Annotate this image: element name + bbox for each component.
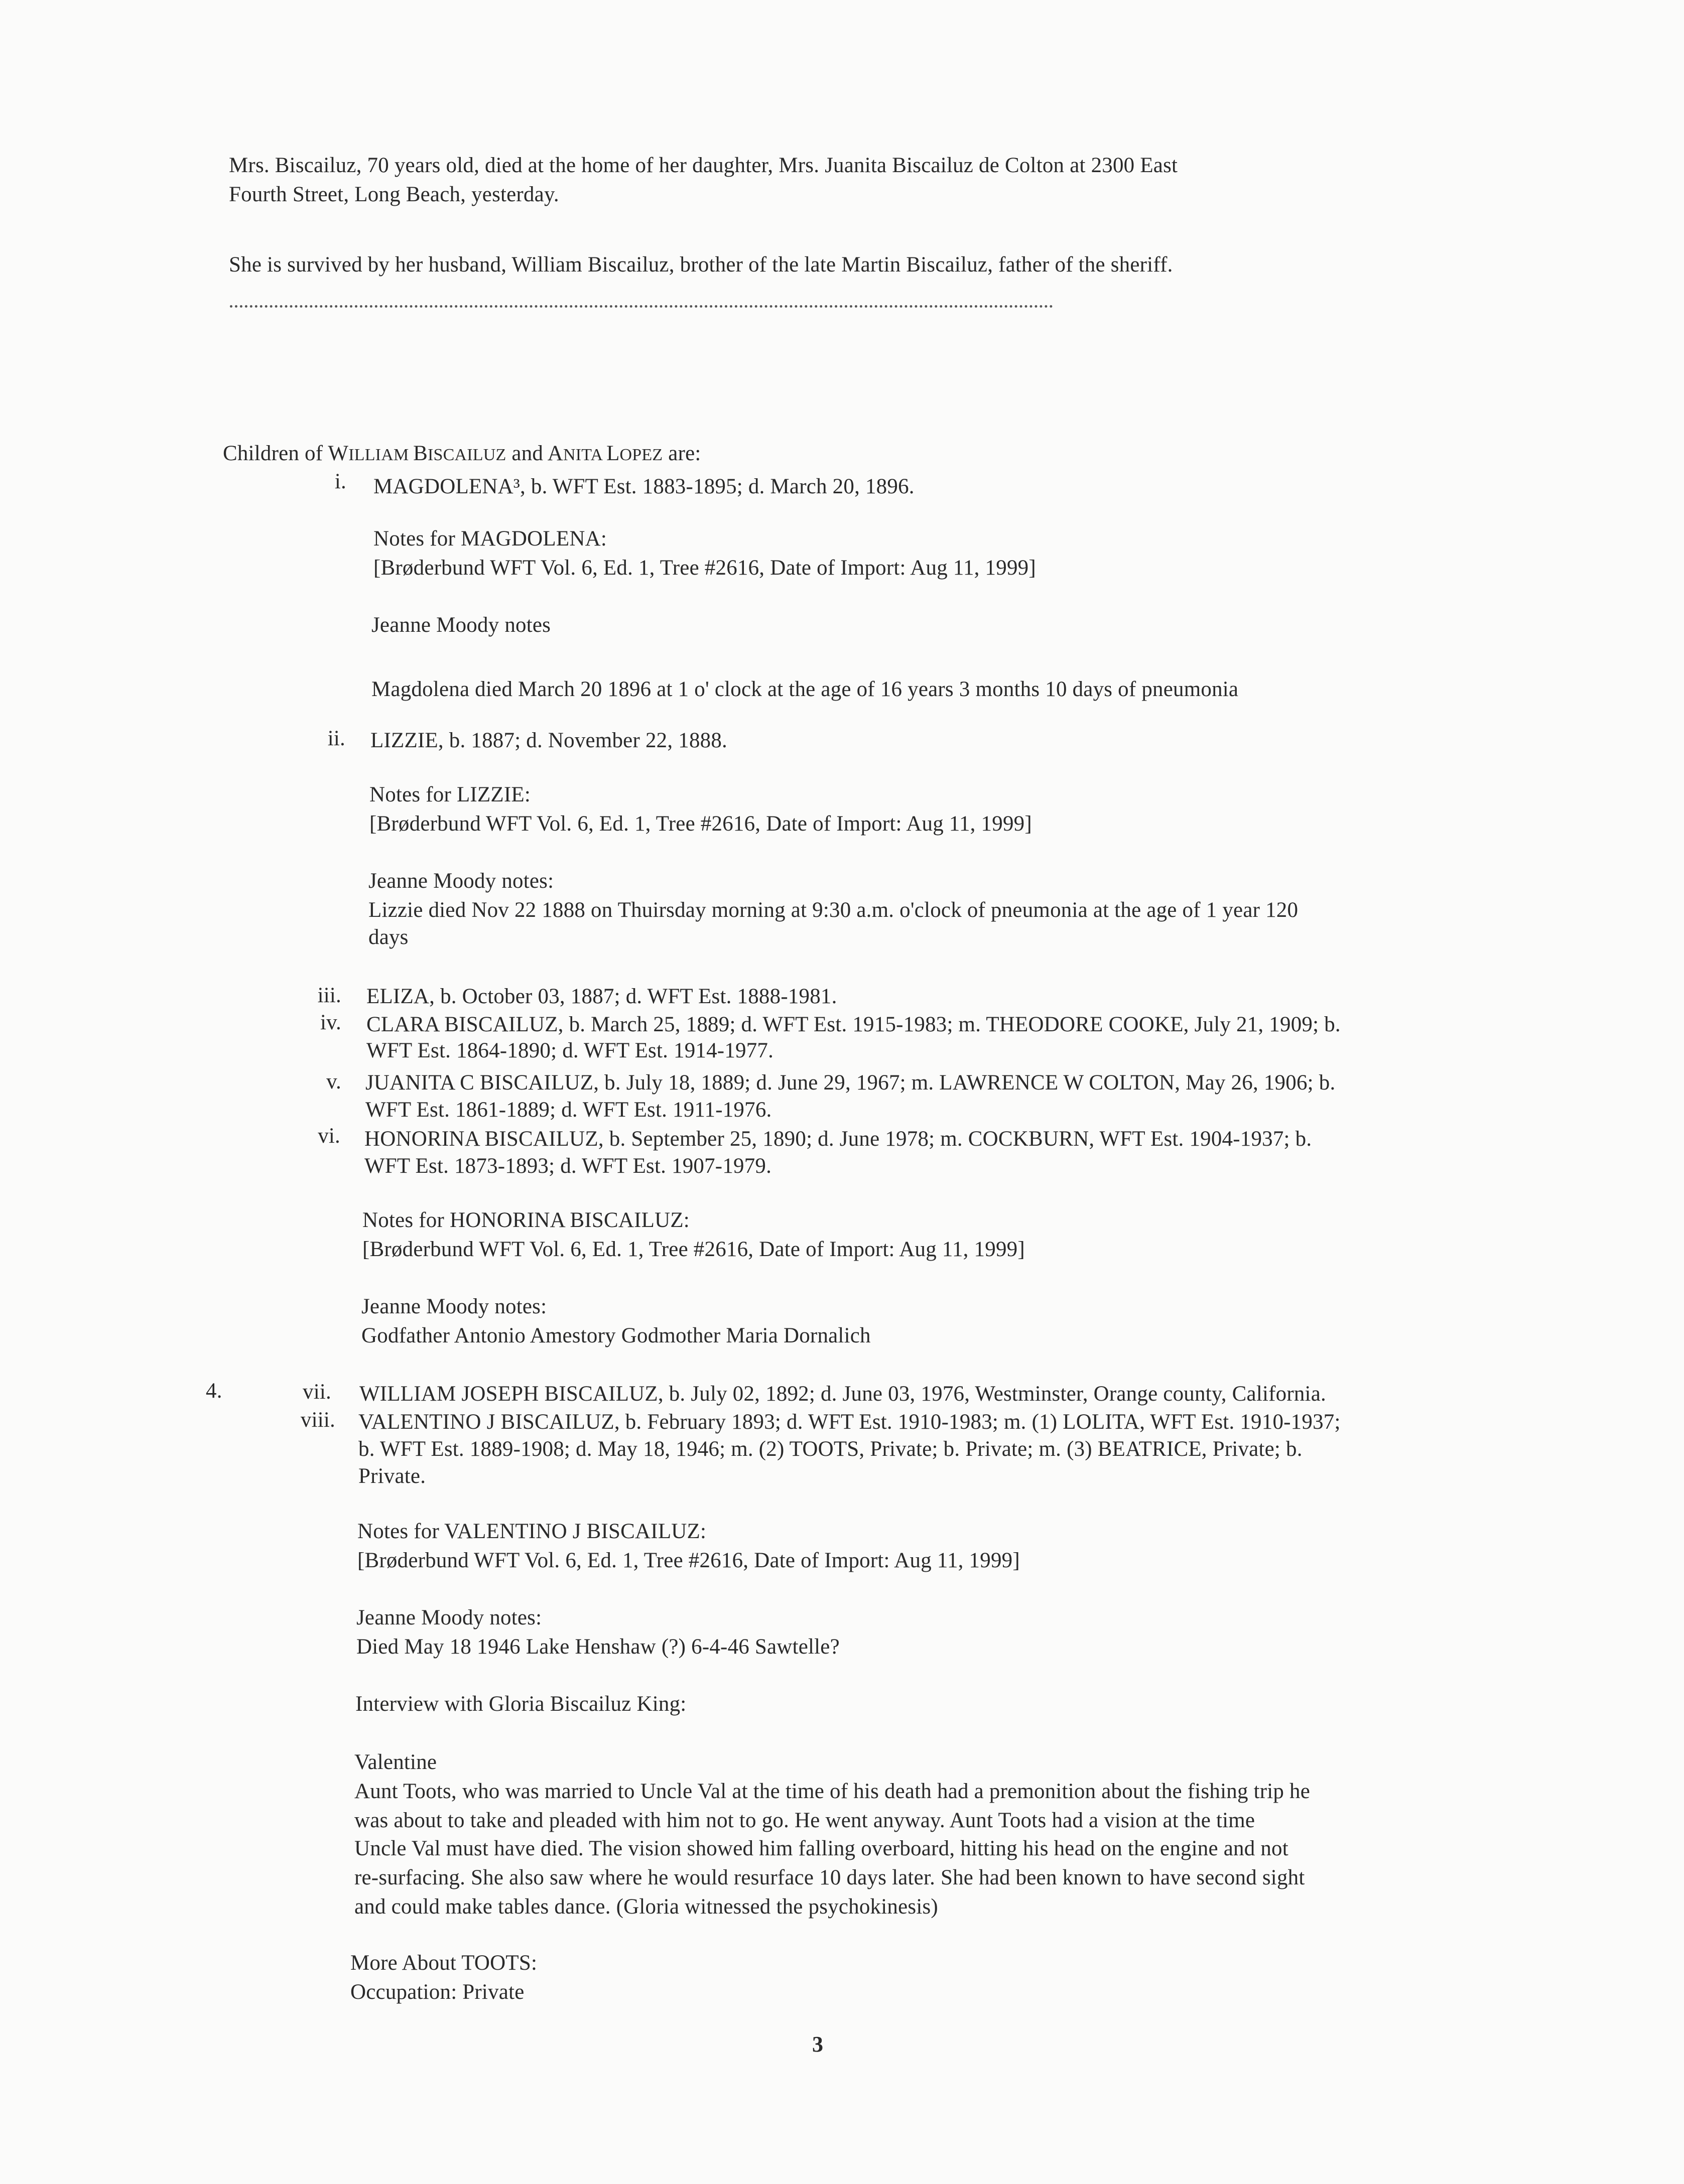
intro-line-1: Mrs. Biscailuz, 70 years old, died at the home of her daughter, Mrs. Juanita Biscailuz de Colton at 2300 East [229,154,1178,177]
intro-paragraph-2: She is survived by her husband, William Biscailuz, brother of the late Martin Biscailuz, father of the sheriff. [229,253,1173,277]
story-line-5: and could make tables dance. (Gloria witnessed the psychokinesis) [354,1895,938,1919]
moody-notes-lizzie: Jeanne Moody notes: [368,869,554,893]
moody-notes-magdolena: Jeanne Moody notes [371,613,551,637]
page-number: 3 [812,2032,823,2057]
moody-notes-valentino: Jeanne Moody notes: [356,1606,542,1629]
entry-valentino-3: Private. [358,1464,426,1488]
children-heading [223,440,701,469]
heading-prefix: Children of [223,442,328,465]
entry-numeral: v. [326,1070,341,1094]
heading-and: and [506,442,548,465]
heading-father-surname-rest: ISCAILUZ [427,446,506,464]
intro-line-2: Fourth Street, Long Beach, yesterday. [229,183,559,206]
heading-mother-initial: A [547,442,563,465]
notes-title-magdolena: Notes for MAGDOLENA: [373,527,607,551]
note-text-honorina: Godfather Antonio Amestory Godmother Maria Dornalich [361,1324,871,1347]
entry-juanita-2: WFT Est. 1861-1889; d. WFT Est. 1911-1976. [365,1098,772,1122]
entry-eliza: ELIZA, b. October 03, 1887; d. WFT Est. 1888-1981. [366,985,837,1008]
story-line-4: re-surfacing. She also saw where he would resurface 10 days later. She had been known to have second sight [354,1866,1305,1889]
heading-mother-surname-rest: OPEZ [619,446,663,464]
heading-suffix: are: [663,442,701,465]
generation-number: 4. [206,1379,222,1403]
entry-clara-2: WFT Est. 1864-1890; d. WFT Est. 1914-1977. [366,1039,774,1062]
heading-father-rest: ILLIAM [348,446,414,464]
entry-numeral: vi. [318,1124,340,1148]
notes-source-lizzie: [Brøderbund WFT Vol. 6, Ed. 1, Tree #2616, Date of Import: Aug 11, 1999] [369,812,1032,836]
entry-lizzie: LIZZIE, b. 1887; d. November 22, 1888. [370,729,727,752]
entry-magdolena: MAGDOLENA³, b. WFT Est. 1883-1895; d. March 20, 1896. [373,475,915,498]
notes-title-honorina: Notes for HONORINA BISCAILUZ: [362,1208,690,1232]
more-about-toots: More About TOOTS: [350,1951,538,1975]
entry-numeral: i. [334,470,346,493]
heading-father-surname-initial: B [413,442,428,465]
notes-title-lizzie: Notes for LIZZIE: [369,783,531,806]
notes-source-honorina: [Brøderbund WFT Vol. 6, Ed. 1, Tree #2616, Date of Import: Aug 11, 1999] [362,1238,1025,1261]
heading-father-initial: W [328,442,349,465]
valentine-heading: Valentine [354,1750,437,1774]
dotted-separator [230,302,1053,308]
story-line-3: Uncle Val must have died. The vision showed him falling overboard, hitting his head on the engine and not [354,1837,1288,1860]
entry-william-joseph: WILLIAM JOSEPH BISCAILUZ, b. July 02, 1892; d. June 03, 1976, Westminster, Orange county, California. [359,1382,1326,1406]
notes-source-valentino: [Brøderbund WFT Vol. 6, Ed. 1, Tree #2616, Date of Import: Aug 11, 1999] [357,1549,1020,1572]
entry-numeral: ii. [327,727,345,750]
entry-honorina-1: HONORINA BISCAILUZ, b. September 25, 1890; d. June 1978; m. COCKBURN, WFT Est. 1904-1937; b. [364,1127,1312,1151]
heading-mother-surname-initial: L [606,442,620,465]
entry-numeral: vii. [303,1380,331,1404]
entry-numeral: iv. [320,1011,341,1034]
notes-title-valentino: Notes for VALENTINO J BISCAILUZ: [357,1520,707,1543]
heading-mother-rest: NITA [563,446,607,464]
note-text-lizzie-1: Lizzie died Nov 22 1888 on Thuirsday morning at 9:30 a.m. o'clock of pneumonia at the age of 1 year 120 [368,898,1299,922]
moody-notes-honorina: Jeanne Moody notes: [361,1295,547,1318]
entry-numeral: viii. [300,1408,335,1432]
note-text-magdolena: Magdolena died March 20 1896 at 1 o' clock at the age of 16 years 3 months 10 days of pneumonia [371,677,1239,701]
interview-heading: Interview with Gloria Biscailuz King: [355,1692,687,1716]
entry-numeral: iii. [317,984,341,1007]
note-text-valentino: Died May 18 1946 Lake Henshaw (?) 6-4-46 Sawtelle? [356,1635,840,1659]
entry-honorina-2: WFT Est. 1873-1893; d. WFT Est. 1907-1979. [364,1154,772,1178]
story-line-1: Aunt Toots, who was married to Uncle Val at the time of his death had a premonition about the fishing trip he [354,1780,1311,1803]
entry-valentino-1: VALENTINO J BISCAILUZ, b. February 1893; d. WFT Est. 1910-1983; m. (1) LOLITA, WFT Est. 1910-1937; [358,1410,1341,1434]
entry-clara-1: CLARA BISCAILUZ, b. March 25, 1889; d. WFT Est. 1915-1983; m. THEODORE COOKE, July 21, 1909; b. [366,1013,1341,1036]
entry-juanita-1: JUANITA C BISCAILUZ, b. July 18, 1889; d. June 29, 1967; m. LAWRENCE W COLTON, May 26, 1906; b. [365,1071,1336,1095]
notes-source-magdolena: [Brøderbund WFT Vol. 6, Ed. 1, Tree #2616, Date of Import: Aug 11, 1999] [373,556,1036,580]
entry-valentino-2: b. WFT Est. 1889-1908; d. May 18, 1946; m. (2) TOOTS, Private; b. Private; m. (3) BEATRICE, Private; b. [358,1437,1303,1461]
story-line-2: was about to take and pleaded with him not to go. He went anyway. Aunt Toots had a vision at the time [354,1809,1255,1832]
note-text-lizzie-2: days [368,925,409,949]
occupation-toots: Occupation: Private [350,1980,525,2004]
